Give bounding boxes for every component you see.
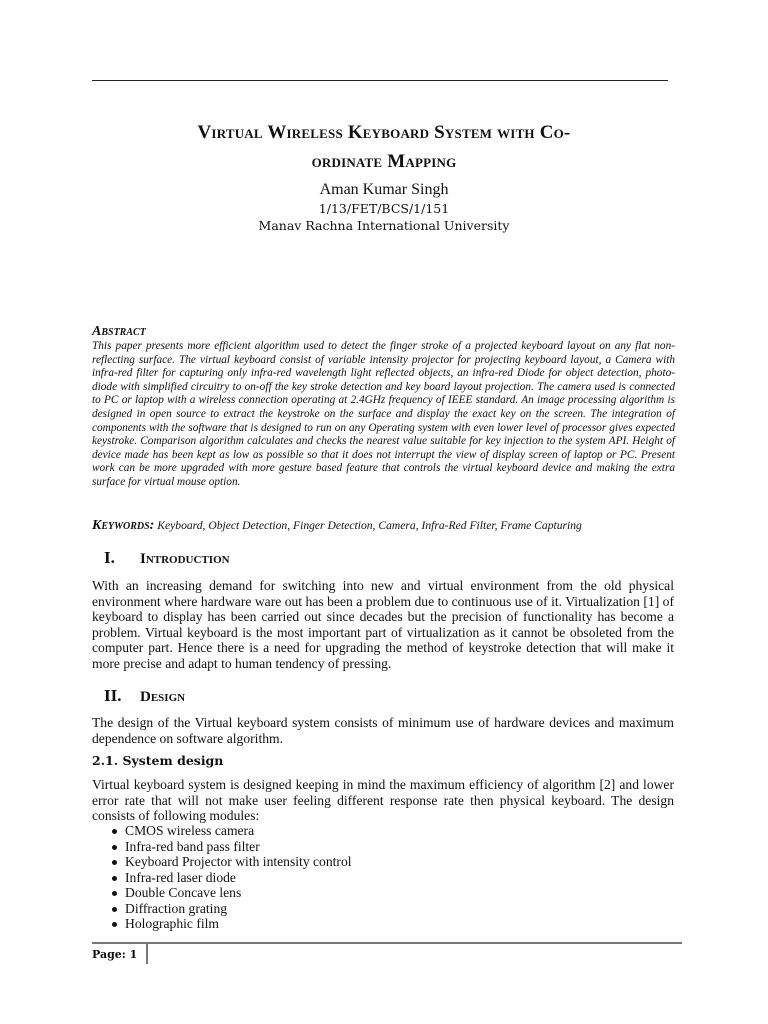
section-heading-design: [104, 686, 185, 707]
section-number: I.: [104, 548, 115, 567]
subsection-heading-system-design: 2.1. System design: [92, 753, 224, 768]
module-list: [106, 823, 352, 932]
page-number: Page: 1: [92, 948, 138, 961]
author-id: 1/13/FET/BCS/1/151: [318, 201, 450, 216]
list-item: Diffraction grating: [106, 901, 352, 917]
system-design-paragraph: Virtual keyboard system is designed keeping in mind the maximum efficiency of algorithm [2] and lower error rate that will not make user feeling different response rate then physical keyboard. The design consists of following modules:: [92, 777, 674, 823]
footer-rule: [92, 942, 682, 944]
abstract-heading: Abstract: [92, 324, 146, 339]
paper-title: [92, 118, 676, 176]
title-line-2: ordinate Mapping: [311, 151, 457, 172]
title-line-1: Virtual Wireless Keyboard System with Co-: [197, 122, 571, 143]
section-number: II.: [104, 686, 122, 705]
abstract-text: This paper presents more efficient algorithm used to detect the finger stroke of a projected keyboard layout on any flat non-reflecting surface. The virtual keyboard consist of variable intensity projector for projecting keyboard layout, a Camera with infra-red filter for capturing only infra-red wavelength light reflected objects, an infra-red Diode for object detection, photo-diode with simplified circuitry to on-off the key stroke detection and key board layout projection. The camera used is connected to PC or laptop with a wireless connection operating at 2.4GHz frequency of IEEE standard. An image processing algorithm is designed in open source to extract the keystroke on the surface and display the exact key on the screen. The integration of components with the software that is designed to run on any Operating system with even lower level of processor gives expected keystroke. Comparison algorithm calculates and checks the nearest value suitable for key injection to the system API. Height of device made has been kept as low as possible so that it does not interrupt the view of display screen of laptop or PC. Present work can be more upgraded with more gesture based feature that controls the virtual keyboard device and making the extra surface for virtual mouse option.: [92, 340, 675, 488]
list-item: CMOS wireless camera: [106, 823, 352, 839]
list-item: Holographic film: [106, 916, 352, 932]
keywords-label: Keywords:: [92, 518, 155, 533]
design-paragraph: The design of the Virtual keyboard system consists of minimum use of hardware devices and maximum dependence on software algorithm.: [92, 715, 674, 746]
list-item: Infra-red laser diode: [106, 870, 352, 886]
section-title: Design: [140, 689, 186, 705]
section-title: Introduction: [140, 551, 230, 567]
section-heading-introduction: [104, 548, 230, 569]
list-item: Keyboard Projector with intensity control: [106, 854, 352, 870]
top-rule: [92, 80, 668, 81]
keywords: [92, 517, 682, 535]
author-university: Manav Rachna International University: [258, 218, 510, 233]
keywords-text: Keyboard, Object Detection, Finger Detection, Camera, Infra-Red Filter, Frame Capturing: [154, 519, 582, 532]
author-name: Aman Kumar Singh: [319, 181, 449, 198]
introduction-paragraph: With an increasing demand for switching into new and virtual environment from the old physical environment where hardware ware out has been a problem due to continuous use of it. Virtualization [1] of keyboard to display has been carried out since decades but the precision of functionality has become a problem. Virtual keyboard is the most important part of virtualization as it cannot be obsoleted from the computer part. Hence there is a need for upgrading the method of keystroke detection that will make it more precise and adapt to human tendency of pressing.: [92, 578, 674, 671]
list-item: Double Concave lens: [106, 885, 352, 901]
page-separator: [146, 944, 148, 964]
list-item: Infra-red band pass filter: [106, 839, 352, 855]
